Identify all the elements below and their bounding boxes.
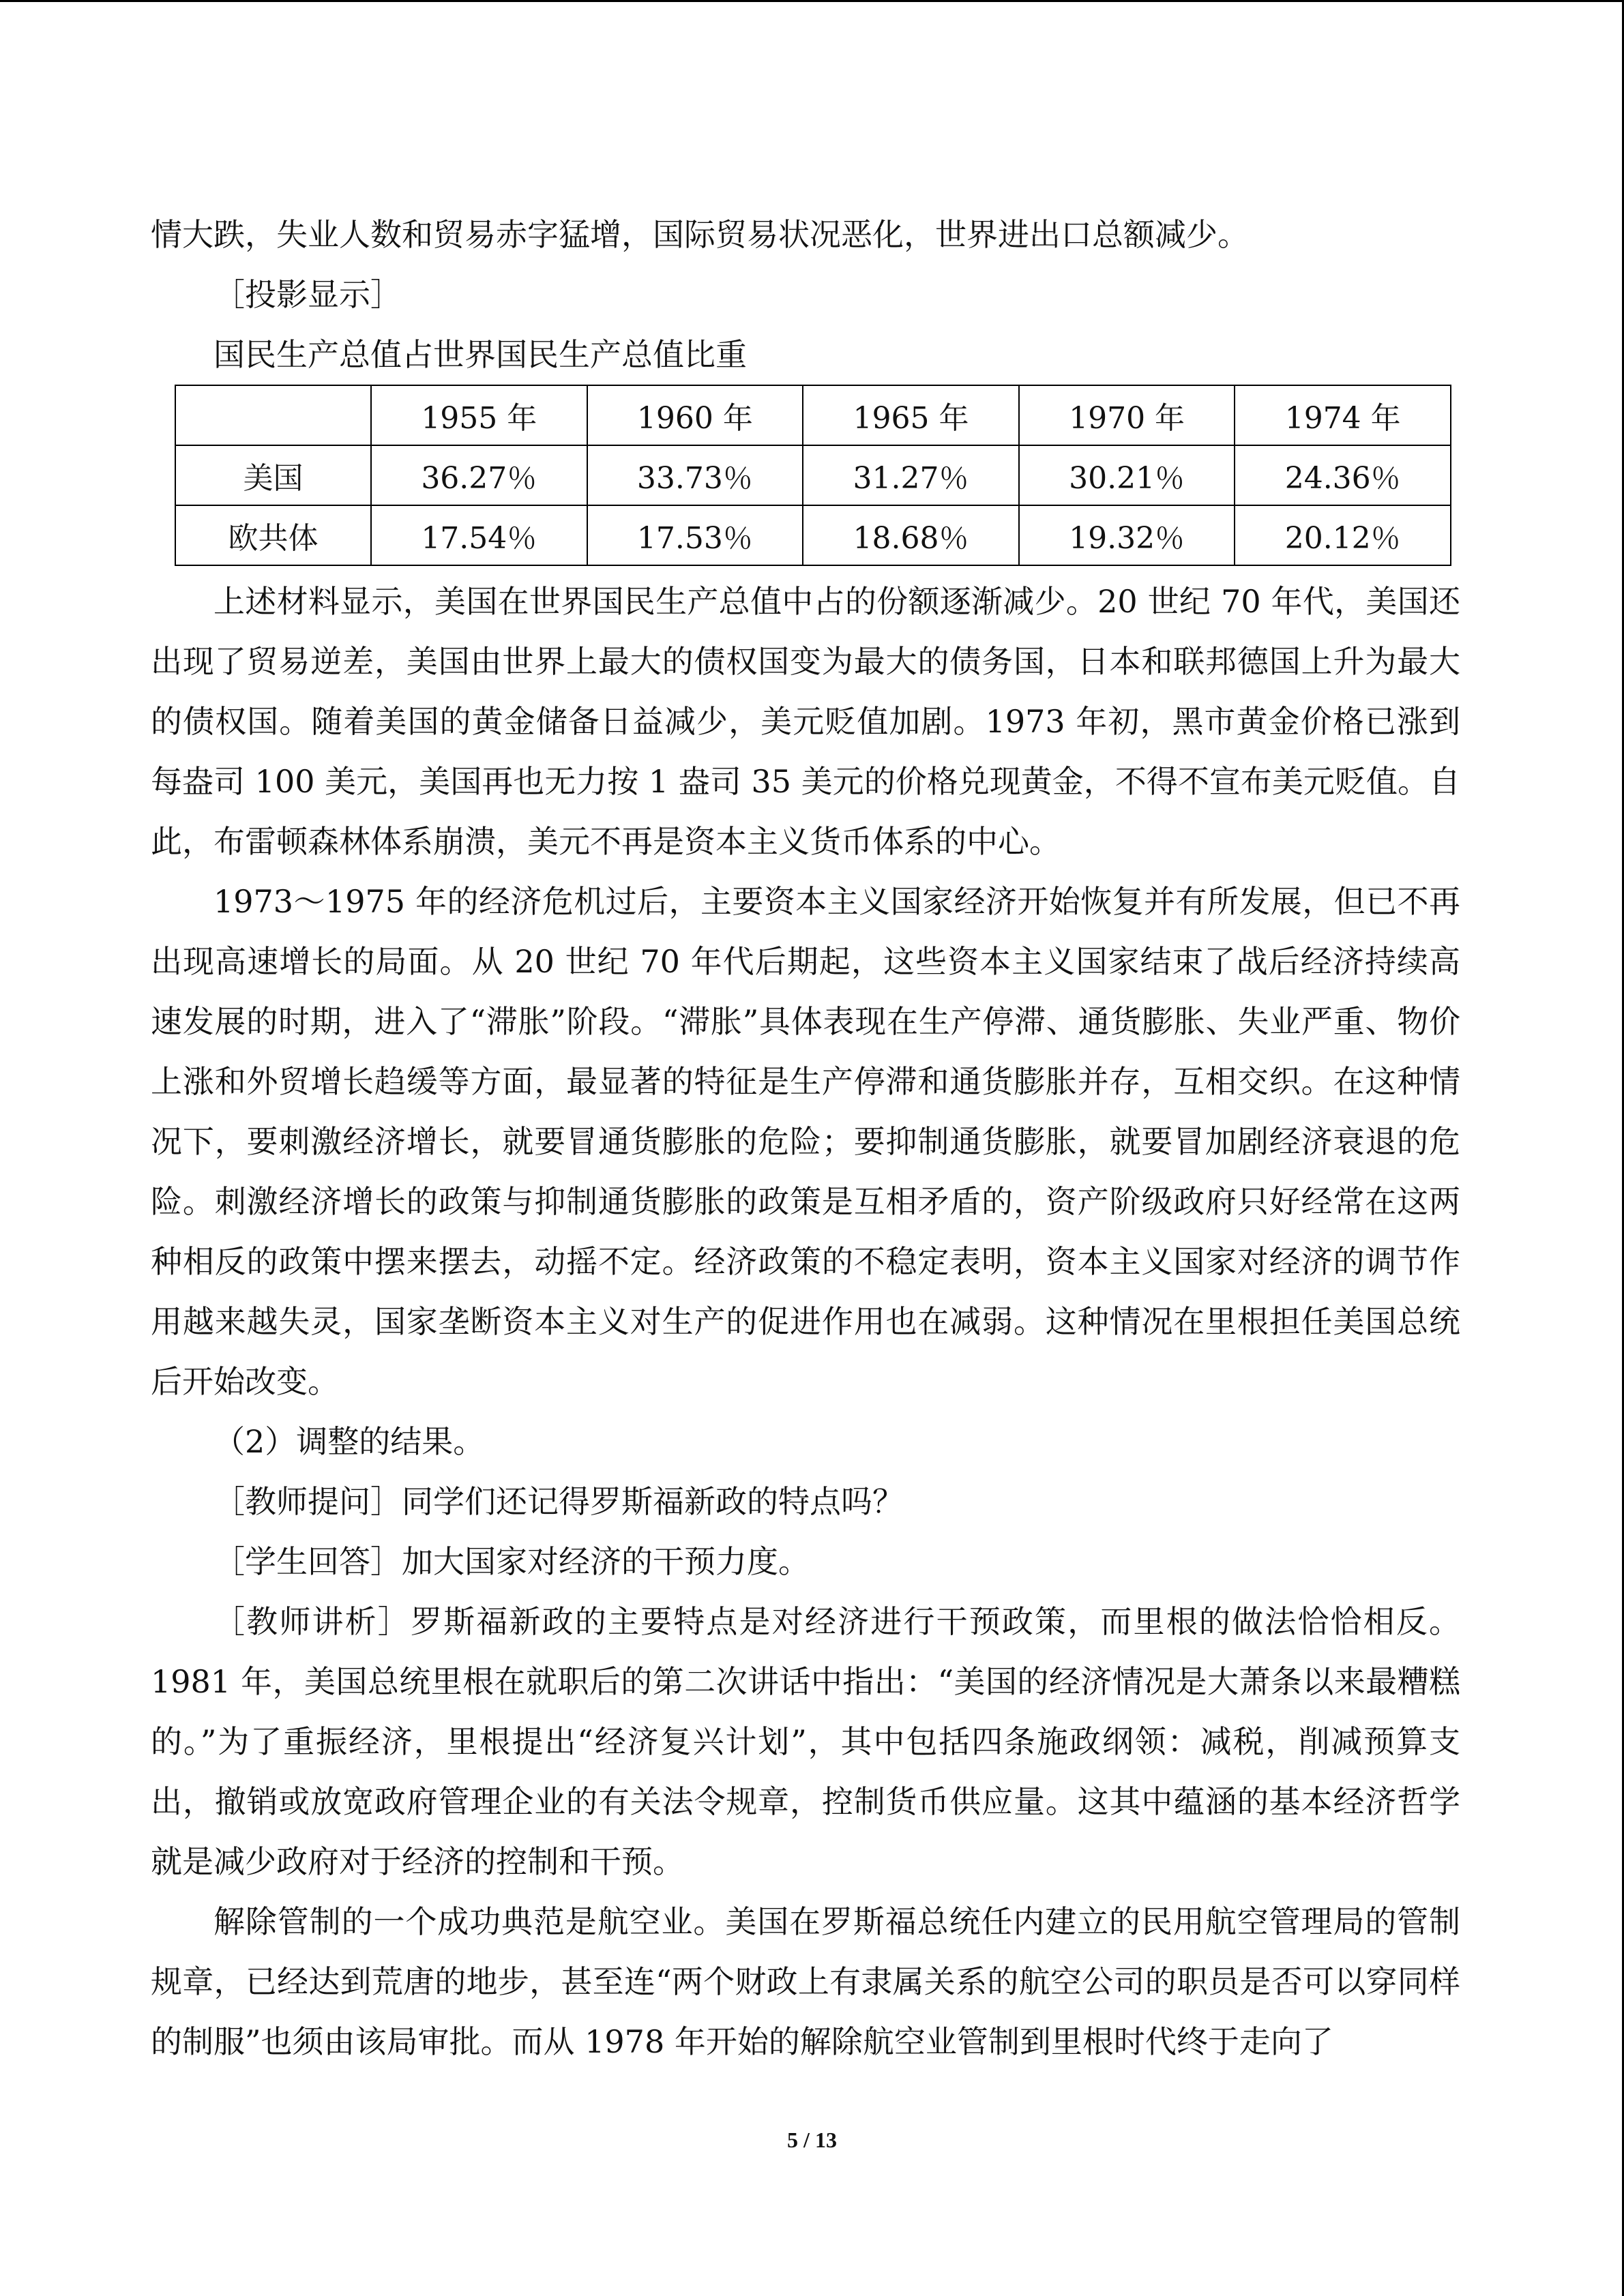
section-heading: （2）调整的结果。 bbox=[213, 1423, 485, 1460]
gnp-share-table bbox=[175, 385, 1451, 566]
student-answer: ［学生回答］加大国家对经济的干预力度。 bbox=[213, 1543, 810, 1580]
paragraph: 解除管制的一个成功典范是航空业。美国在罗斯福总统任内建立的民用航空管理局的管制规章，已经达到荒唐的地步，甚至连“两个财政上有隶属关系的航空公司的职员是否可以穿同样的制服”也须由该局审批。而从 1978 年开始的解除航空业管制到里根时代终于走向了 bbox=[151, 1903, 1460, 2060]
table-cell: 20.12％ bbox=[1235, 505, 1451, 565]
page-top-border bbox=[0, 0, 1624, 2]
document-body bbox=[151, 205, 1460, 2072]
projection-label: ［投影显示］ bbox=[213, 276, 402, 313]
table-cell: 24.36％ bbox=[1235, 445, 1451, 505]
paragraph: 上述材料显示，美国在世界国民生产总值中占的份额逐渐减少。20 世纪 70 年代，美国还出现了贸易逆差，美国由世界上最大的债权国变为最大的债务国，日本和联邦德国上升为最大的债权国。随着美国的黄金储备日益减少，美元贬值加剧。1973 年初，黑市黄金价格已涨到每盎司 100 美元，美国再也无力按 1 盎司 35 美元的价格兑现黄金，不得不宣布美元贬值。自此，布雷顿森林体系崩溃，美元不再是资本主义货币体系的中心。 bbox=[151, 583, 1460, 860]
table-header-cell: 1960 年 bbox=[587, 385, 803, 445]
table-cell: 36.27％ bbox=[371, 445, 587, 505]
table-caption: 国民生产总值占世界国民生产总值比重 bbox=[213, 336, 747, 373]
paragraph: 情大跌，失业人数和贸易赤字猛增，国际贸易状况恶化，世界进出口总额减少。 bbox=[151, 216, 1249, 253]
teacher-explanation: ［教师讲析］罗斯福新政的主要特点是对经济进行干预政策，而里根的做法恰恰相反。1981 年，美国总统里根在就职后的第二次讲话中指出：“美国的经济情况是大萧条以来最糟糕的。”为了重振经济，里根提出“经济复兴计划”，其中包括四条施政纲领：减税，削减预算支出，撤销或放宽政府管理企业的有关法令规章，控制货币供应量。这其中蕴涵的基本经济哲学就是减少政府对于经济的控制和干预。 bbox=[151, 1603, 1460, 1880]
table-row-label: 美国 bbox=[175, 445, 371, 505]
page-number: 5 / 13 bbox=[787, 2128, 837, 2152]
table-header-row bbox=[175, 385, 1451, 445]
table-cell: 17.54％ bbox=[371, 505, 587, 565]
table-header-cell: 1965 年 bbox=[803, 385, 1019, 445]
table-cell: 17.53％ bbox=[587, 505, 803, 565]
table-header-cell: 1974 年 bbox=[1235, 385, 1451, 445]
paragraph: 1973～1975 年的经济危机过后，主要资本主义国家经济开始恢复并有所发展，但已不再出现高速增长的局面。从 20 世纪 70 年代后期起，这些资本主义国家结束了战后经济持续高速发展的时期，进入了“滞胀”阶段。“滞胀”具体表现在生产停滞、通货膨胀、失业严重、物价上涨和外贸增长趋缓等方面，最显著的特征是生产停滞和通货膨胀并存，互相交织。在这种情况下，要刺激经济增长，就要冒通货膨胀的危险；要抑制通货膨胀，就要冒加剧经济衰退的危险。刺激经济增长的政策与抑制通货膨胀的政策是互相矛盾的，资产阶级政府只好经常在这两种相反的政策中摆来摆去，动摇不定。经济政策的不稳定表明，资本主义国家对经济的调节作用越来越失灵，国家垄断资本主义对生产的促进作用也在减弱。这种情况在里根担任美国总统后开始改变。 bbox=[151, 883, 1460, 1400]
table-cell: 19.32％ bbox=[1019, 505, 1235, 565]
table-cell: 31.27％ bbox=[803, 445, 1019, 505]
teacher-question: ［教师提问］同学们还记得罗斯福新政的特点吗？ bbox=[213, 1483, 904, 1520]
table-header-cell: 1955 年 bbox=[371, 385, 587, 445]
table-row bbox=[175, 445, 1451, 505]
table-header-cell bbox=[175, 385, 371, 445]
table-cell: 18.68％ bbox=[803, 505, 1019, 565]
table-cell: 33.73％ bbox=[587, 445, 803, 505]
table-row-label: 欧共体 bbox=[175, 505, 371, 565]
table-header-cell: 1970 年 bbox=[1019, 385, 1235, 445]
table-cell: 30.21％ bbox=[1019, 445, 1235, 505]
table-row bbox=[175, 505, 1451, 565]
